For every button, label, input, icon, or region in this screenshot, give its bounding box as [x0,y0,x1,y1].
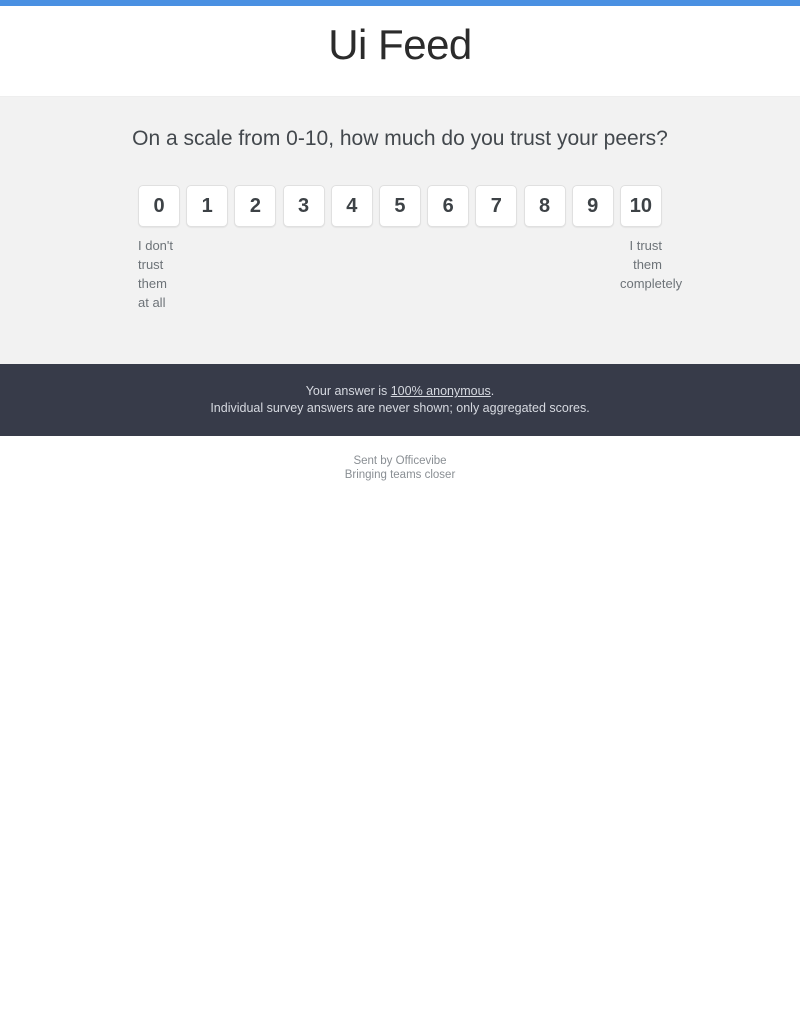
anonymity-prefix: Your answer is [305,384,391,399]
scale-label-low: I don't trust them at all [138,238,174,311]
rating-option-2[interactable]: 2 [234,185,276,227]
survey-question: On a scale from 0-10, how much do you trust your peers? [132,127,668,151]
rating-option-8[interactable]: 8 [524,185,566,227]
rating-option-4[interactable]: 4 [331,185,373,227]
rating-scale-wrapper [138,185,683,312]
rating-option-3[interactable]: 3 [283,185,325,227]
rating-option-1[interactable]: 1 [186,185,228,227]
rating-option-7[interactable]: 7 [475,185,517,227]
rating-option-5[interactable]: 5 [379,185,421,227]
page-footer [0,436,800,482]
rating-option-6[interactable]: 6 [427,185,469,227]
survey-section [0,97,800,364]
page-title: Ui Feed [328,21,472,68]
rating-option-9[interactable]: 9 [572,185,614,227]
rating-scale [138,185,662,227]
anonymity-suffix: . [490,384,495,399]
footer-tagline: Bringing teams closer [344,469,456,482]
rating-option-10[interactable]: 10 [620,185,662,227]
rating-option-0[interactable]: 0 [138,185,180,227]
page-header [0,6,800,97]
footer-sender: Sent by Officevibe [353,455,447,468]
scale-label-high: I trust them completely [620,238,683,292]
anonymous-link[interactable]: 100% anonymous [390,384,491,399]
anonymity-notice-line1 [0,383,800,399]
anonymity-notice-line2: Individual survey answers are never shown; only aggregated scores. [210,401,590,416]
anonymity-notice [0,364,800,436]
scale-labels [138,236,683,312]
